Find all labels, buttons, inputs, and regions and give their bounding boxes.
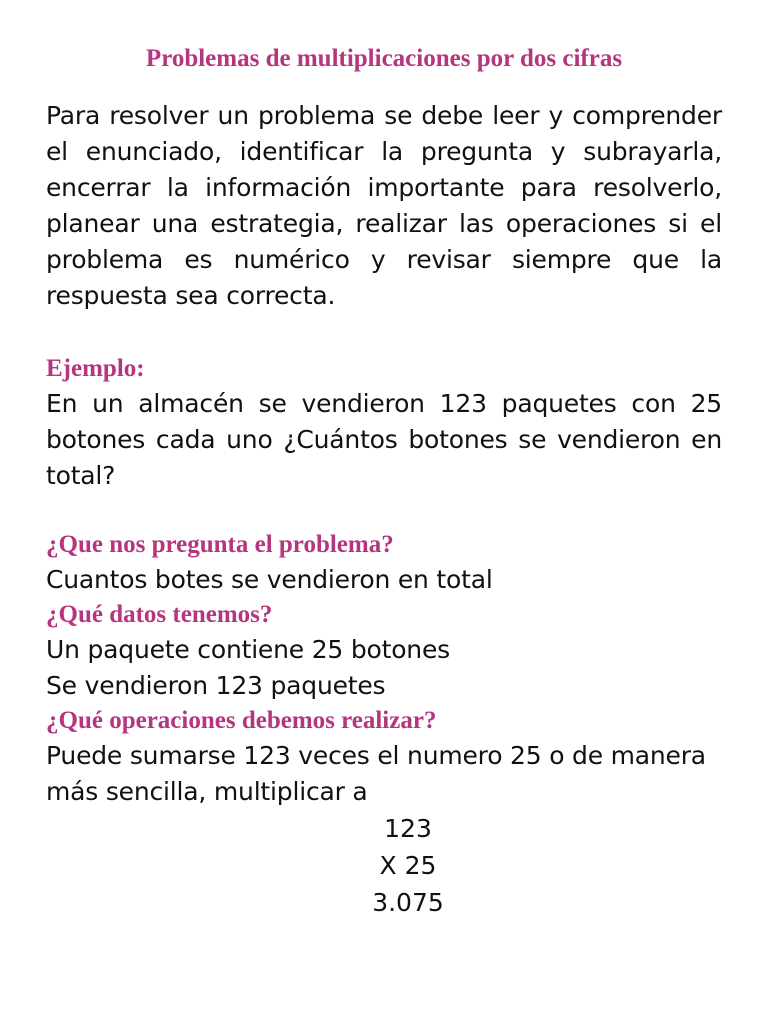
example-heading: Ejemplo:: [46, 355, 145, 382]
calc-multiplicand: 123: [384, 814, 432, 843]
calculation-block: [46, 810, 722, 921]
spacer: [46, 494, 722, 528]
page-title: Problemas de multiplicaciones por dos cifras: [145, 45, 623, 72]
calc-multiplier: X 25: [379, 851, 437, 880]
question-heading: ¿Que nos pregunta el problema?: [46, 531, 394, 558]
data-line: Un paquete contiene 25 botones: [46, 635, 450, 664]
data-line: Se vendieron 123 paquetes: [46, 671, 386, 700]
operations-text: Puede sumarse 123 veces el numero 25 o de manera más sencilla, multiplicar a: [46, 741, 706, 806]
intro-paragraph: Para resolver un problema se debe leer y comprender el enunciado, identificar la pregunta y subrayarla, encerrar la información importante para resolverlo, planear una estrategia, realizar las operaciones si el problema es numérico y revisar siempre que la respuesta sea correcta.: [46, 101, 722, 310]
operations-heading: ¿Qué operaciones debemos realizar?: [46, 707, 437, 734]
spacer: [46, 314, 722, 352]
calc-result: 3.075: [372, 888, 444, 917]
example-text: En un almacén se vendieron 123 paquetes con 25 botones cada uno ¿Cuántos botones se vendieron en total?: [46, 389, 722, 490]
question-answer: Cuantos botes se vendieron en total: [46, 565, 493, 594]
data-heading: ¿Qué datos tenemos?: [46, 601, 273, 628]
